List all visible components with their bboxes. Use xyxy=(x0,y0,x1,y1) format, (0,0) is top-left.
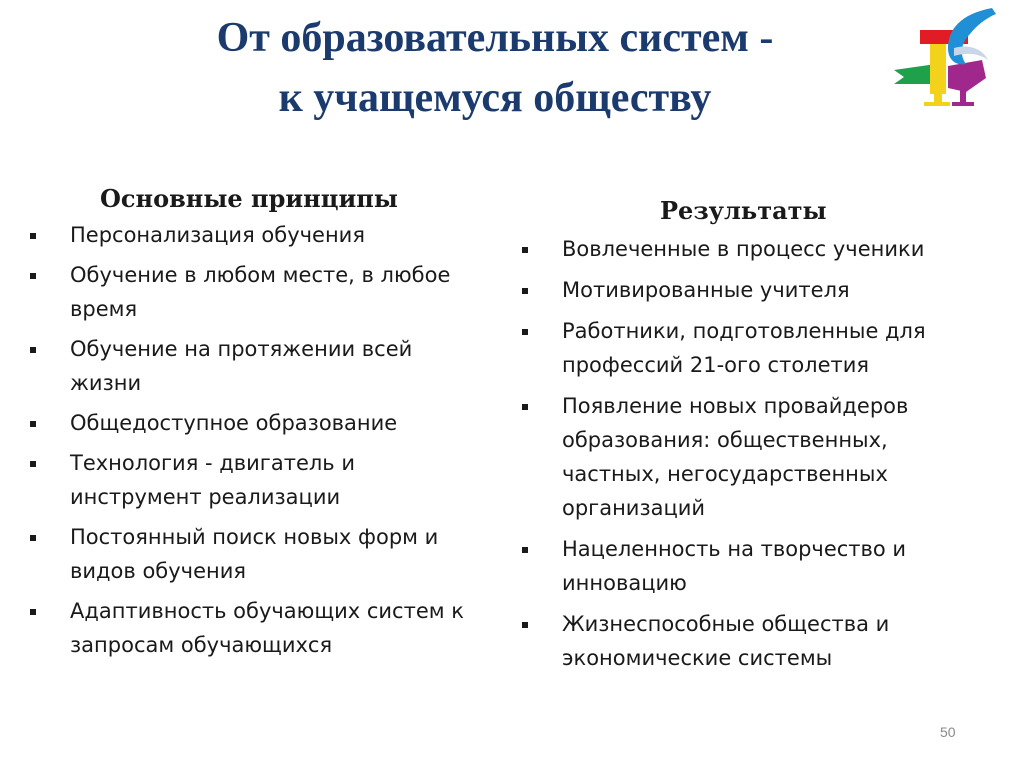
results-list xyxy=(520,232,990,675)
logo-yellow-stem xyxy=(930,44,946,94)
list-item xyxy=(28,218,488,252)
bullet-icon xyxy=(30,347,36,353)
bullet-icon xyxy=(30,421,36,427)
list-item xyxy=(28,258,488,326)
results-column xyxy=(520,190,990,682)
list-item xyxy=(28,446,488,514)
list-item-text: Обучение на протяжении всей жизни xyxy=(70,337,413,395)
list-item xyxy=(520,607,990,675)
list-item-text: Появление новых провайдеров образования: общественных, частных, негосударственных организаций xyxy=(562,394,909,520)
page-number: 50 xyxy=(940,724,956,740)
list-item xyxy=(520,389,990,525)
list-item-text: Жизнеспособные общества и экономические системы xyxy=(562,612,890,670)
logo-blue-swoosh xyxy=(948,8,996,64)
results-heading: Результаты xyxy=(660,196,827,225)
principles-list xyxy=(28,218,488,662)
logo-green-band xyxy=(894,64,936,84)
list-item-text: Обучение в любом месте, в любое время xyxy=(70,263,451,321)
slide-title-line-2: к учащемуся обществу xyxy=(278,75,712,121)
list-item xyxy=(520,273,990,307)
list-item xyxy=(520,314,990,382)
list-item-text: Вовлеченные в процесс ученики xyxy=(562,237,925,261)
list-item xyxy=(28,332,488,400)
bullet-icon xyxy=(30,535,36,541)
slide-title-line-1: От образовательных систем - xyxy=(216,15,774,61)
list-item-text: Нацеленность на творчество и инновацию xyxy=(562,537,907,595)
list-item xyxy=(28,594,488,662)
colorful-letters-logo-icon xyxy=(890,4,1000,114)
bullet-icon xyxy=(522,622,528,628)
logo-purple-base xyxy=(952,102,974,106)
list-item-text: Персонализация обучения xyxy=(70,223,365,247)
list-item xyxy=(520,232,990,266)
principles-column xyxy=(28,180,488,668)
bullet-icon xyxy=(30,609,36,615)
bullet-icon xyxy=(522,247,528,253)
list-item-text: Мотивированные учителя xyxy=(562,278,850,302)
bullet-icon xyxy=(522,329,528,335)
bullet-icon xyxy=(30,461,36,467)
list-item-text: Адаптивность обучающих систем к запросам обучающихся xyxy=(70,599,464,657)
logo-purple-shape xyxy=(948,60,986,92)
bullet-icon xyxy=(30,233,36,239)
logo-yellow-post xyxy=(934,92,942,104)
list-item xyxy=(28,520,488,588)
bullet-icon xyxy=(522,404,528,410)
list-item xyxy=(520,532,990,600)
principles-heading: Основные принципы xyxy=(100,184,398,213)
bullet-icon xyxy=(522,288,528,294)
bullet-icon xyxy=(30,273,36,279)
list-item xyxy=(28,406,488,440)
list-item-text: Технология - двигатель и инструмент реализации xyxy=(70,451,355,509)
bullet-icon xyxy=(522,547,528,553)
list-item-text: Общедоступное образование xyxy=(70,411,398,435)
logo-purple-post xyxy=(960,88,966,104)
list-item-text: Постоянный поиск новых форм и видов обучения xyxy=(70,525,439,583)
slide-title xyxy=(80,8,910,128)
list-item-text: Работники, подготовленные для профессий 21-ого столетия xyxy=(562,319,926,377)
